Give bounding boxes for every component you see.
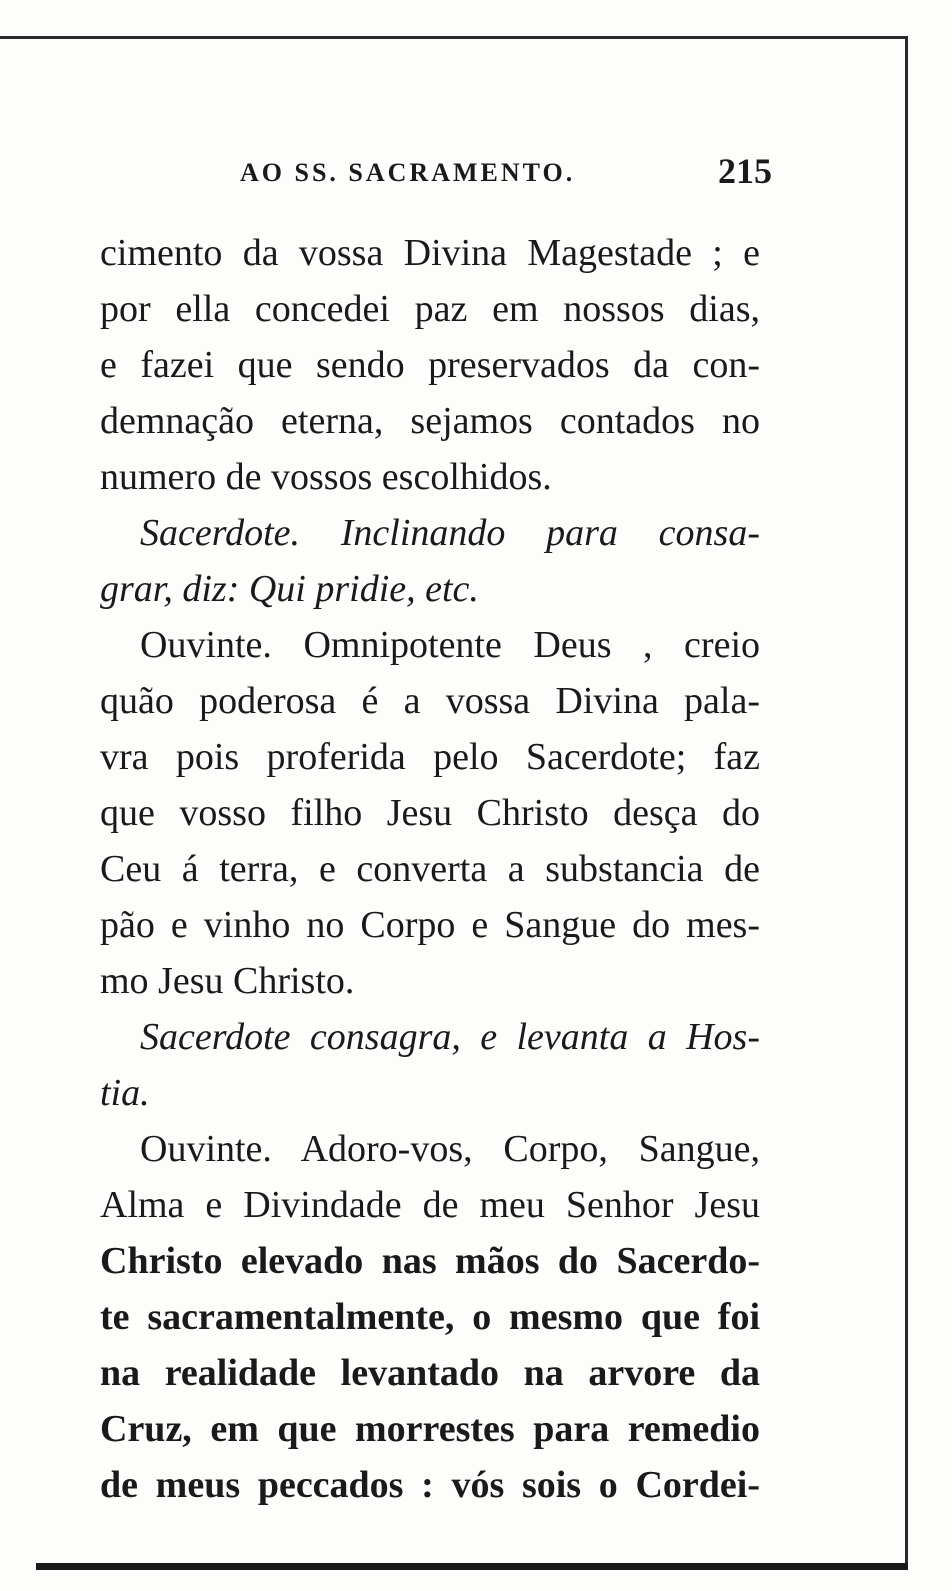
rubric-line: Sacerdote. Inclinando para consa- — [140, 512, 760, 554]
text-line: numero de vossos escolhidos. — [100, 456, 552, 498]
text-line: Ouvinte. Adoro-vos, Corpo, Sangue, — [140, 1128, 760, 1170]
text-line: de meus peccados : vós sois o Cordei- — [100, 1464, 760, 1506]
text-line: pão e vinho no Corpo e Sangue do mes- — [100, 904, 760, 946]
text-line: Ouvinte. Omnipotente Deus , creio — [140, 624, 760, 666]
text-line: mo Jesu Christo. — [100, 960, 355, 1002]
rubric-line: Sacerdote consagra, e levanta a Hos- — [140, 1016, 760, 1058]
bottom-border — [36, 1563, 908, 1570]
text-line: Cruz, em que morrestes para remedio — [100, 1408, 760, 1450]
body-text — [100, 225, 760, 1513]
text-line: e fazei que sendo preservados da con- — [100, 344, 760, 386]
running-head: AO SS. SACRAMENTO. — [240, 158, 576, 187]
page-number: 215 — [718, 151, 772, 191]
rubric-line: grar, diz: Qui pridie, etc. — [100, 568, 479, 610]
text-line: Ceu á terra, e converta a substancia de — [100, 848, 760, 890]
text-line: Alma e Divindade de meu Senhor Jesu — [100, 1184, 760, 1226]
text-line: por ella concedei paz em nossos dias, — [100, 288, 760, 330]
top-border — [0, 36, 905, 39]
page-header — [100, 150, 772, 200]
text-line: que vosso filho Jesu Christo desça do — [100, 792, 760, 834]
text-line: Christo elevado nas mãos do Sacerdo- — [100, 1240, 760, 1282]
right-border — [905, 36, 908, 1566]
text-line: te sacramentalmente, o mesmo que foi — [100, 1296, 760, 1338]
text-line: vra pois proferida pelo Sacerdote; faz — [100, 736, 760, 778]
text-line: quão poderosa é a vossa Divina pala- — [100, 680, 760, 722]
text-line: cimento da vossa Divina Magestade ; e — [100, 232, 760, 274]
text-line: na realidade levantado na arvore da — [100, 1352, 760, 1394]
rubric-line: tia. — [100, 1072, 150, 1114]
text-line: demnação eterna, sejamos contados no — [100, 400, 760, 442]
